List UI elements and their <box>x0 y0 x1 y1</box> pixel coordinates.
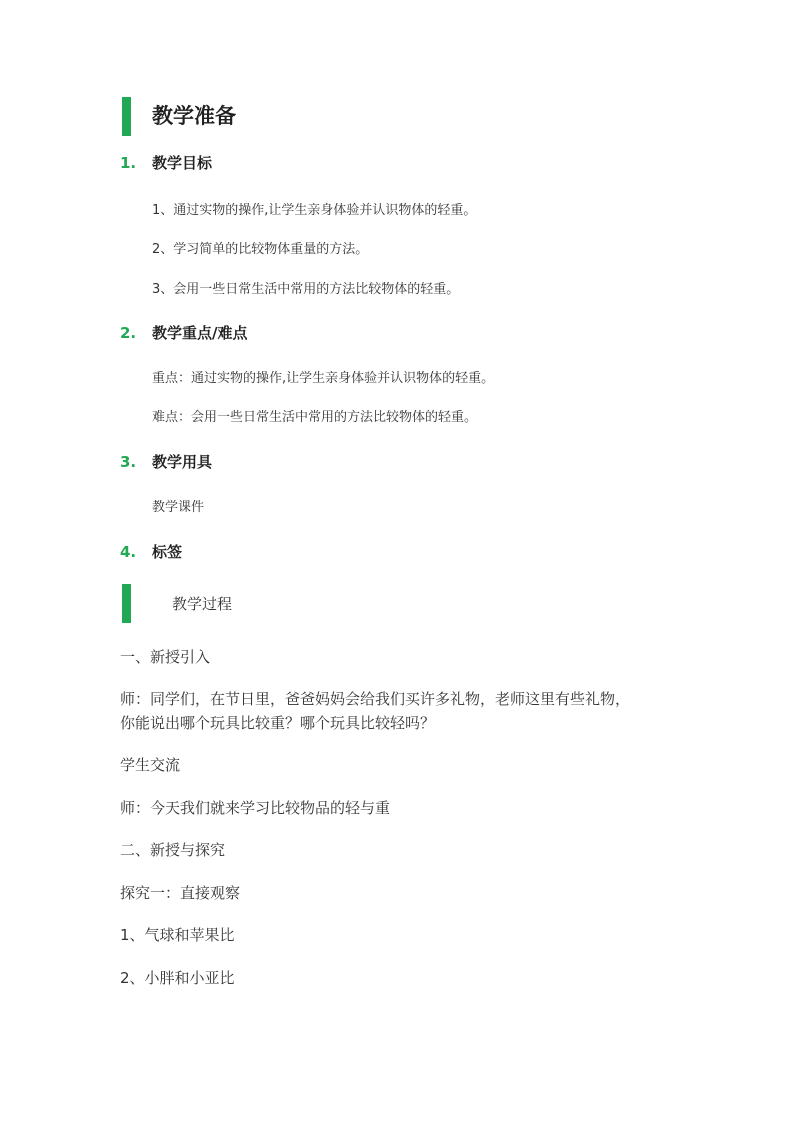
list-item: 2、学习简单的比较物体重量的方法。 <box>152 242 369 257</box>
body-paragraph: 二、新授与探究 <box>120 841 226 859</box>
section-marker-bar <box>122 97 131 136</box>
list-item: 3、会用一些日常生活中常用的方法比较物体的轻重。 <box>152 282 460 297</box>
section-number: 3. <box>120 453 137 471</box>
body-paragraph: 师：今天我们就来学习比较物品的轻与重 <box>120 799 391 817</box>
body-paragraph: 1、气球和苹果比 <box>120 926 235 944</box>
body-paragraph: 2、小胖和小亚比 <box>120 969 235 987</box>
section-number: 2. <box>120 324 137 342</box>
subsection-heading: 教学重点/难点 <box>152 324 248 342</box>
body-paragraph: 探究一：直接观察 <box>120 884 241 902</box>
subsection-heading: 标签 <box>152 543 183 561</box>
section-title-prep: 教学准备 <box>152 104 236 128</box>
section-marker-bar <box>122 584 131 623</box>
list-item: 教学课件 <box>152 500 205 515</box>
section-number: 4. <box>120 543 137 561</box>
body-paragraph: 一、新授引入 <box>120 648 211 666</box>
body-paragraph: 师：同学们，在节日里，爸爸妈妈会给我们买许多礼物，老师这里有些礼物， <box>120 690 631 708</box>
body-paragraph: 你能说出哪个玩具比较重？哪个玩具比较轻吗？ <box>120 714 436 732</box>
body-paragraph: 学生交流 <box>120 756 181 774</box>
subsection-heading: 教学目标 <box>152 154 213 172</box>
subsection-heading: 教学用具 <box>152 453 213 471</box>
section-number: 1. <box>120 154 137 172</box>
list-item: 重点：通过实物的操作,让学生亲身体验并认识物体的轻重。 <box>152 371 495 386</box>
list-item: 难点：会用一些日常生活中常用的方法比较物体的轻重。 <box>152 410 478 425</box>
section-title-process: 教学过程 <box>172 595 233 613</box>
list-item: 1、通过实物的操作,让学生亲身体验并认识物体的轻重。 <box>152 203 477 218</box>
